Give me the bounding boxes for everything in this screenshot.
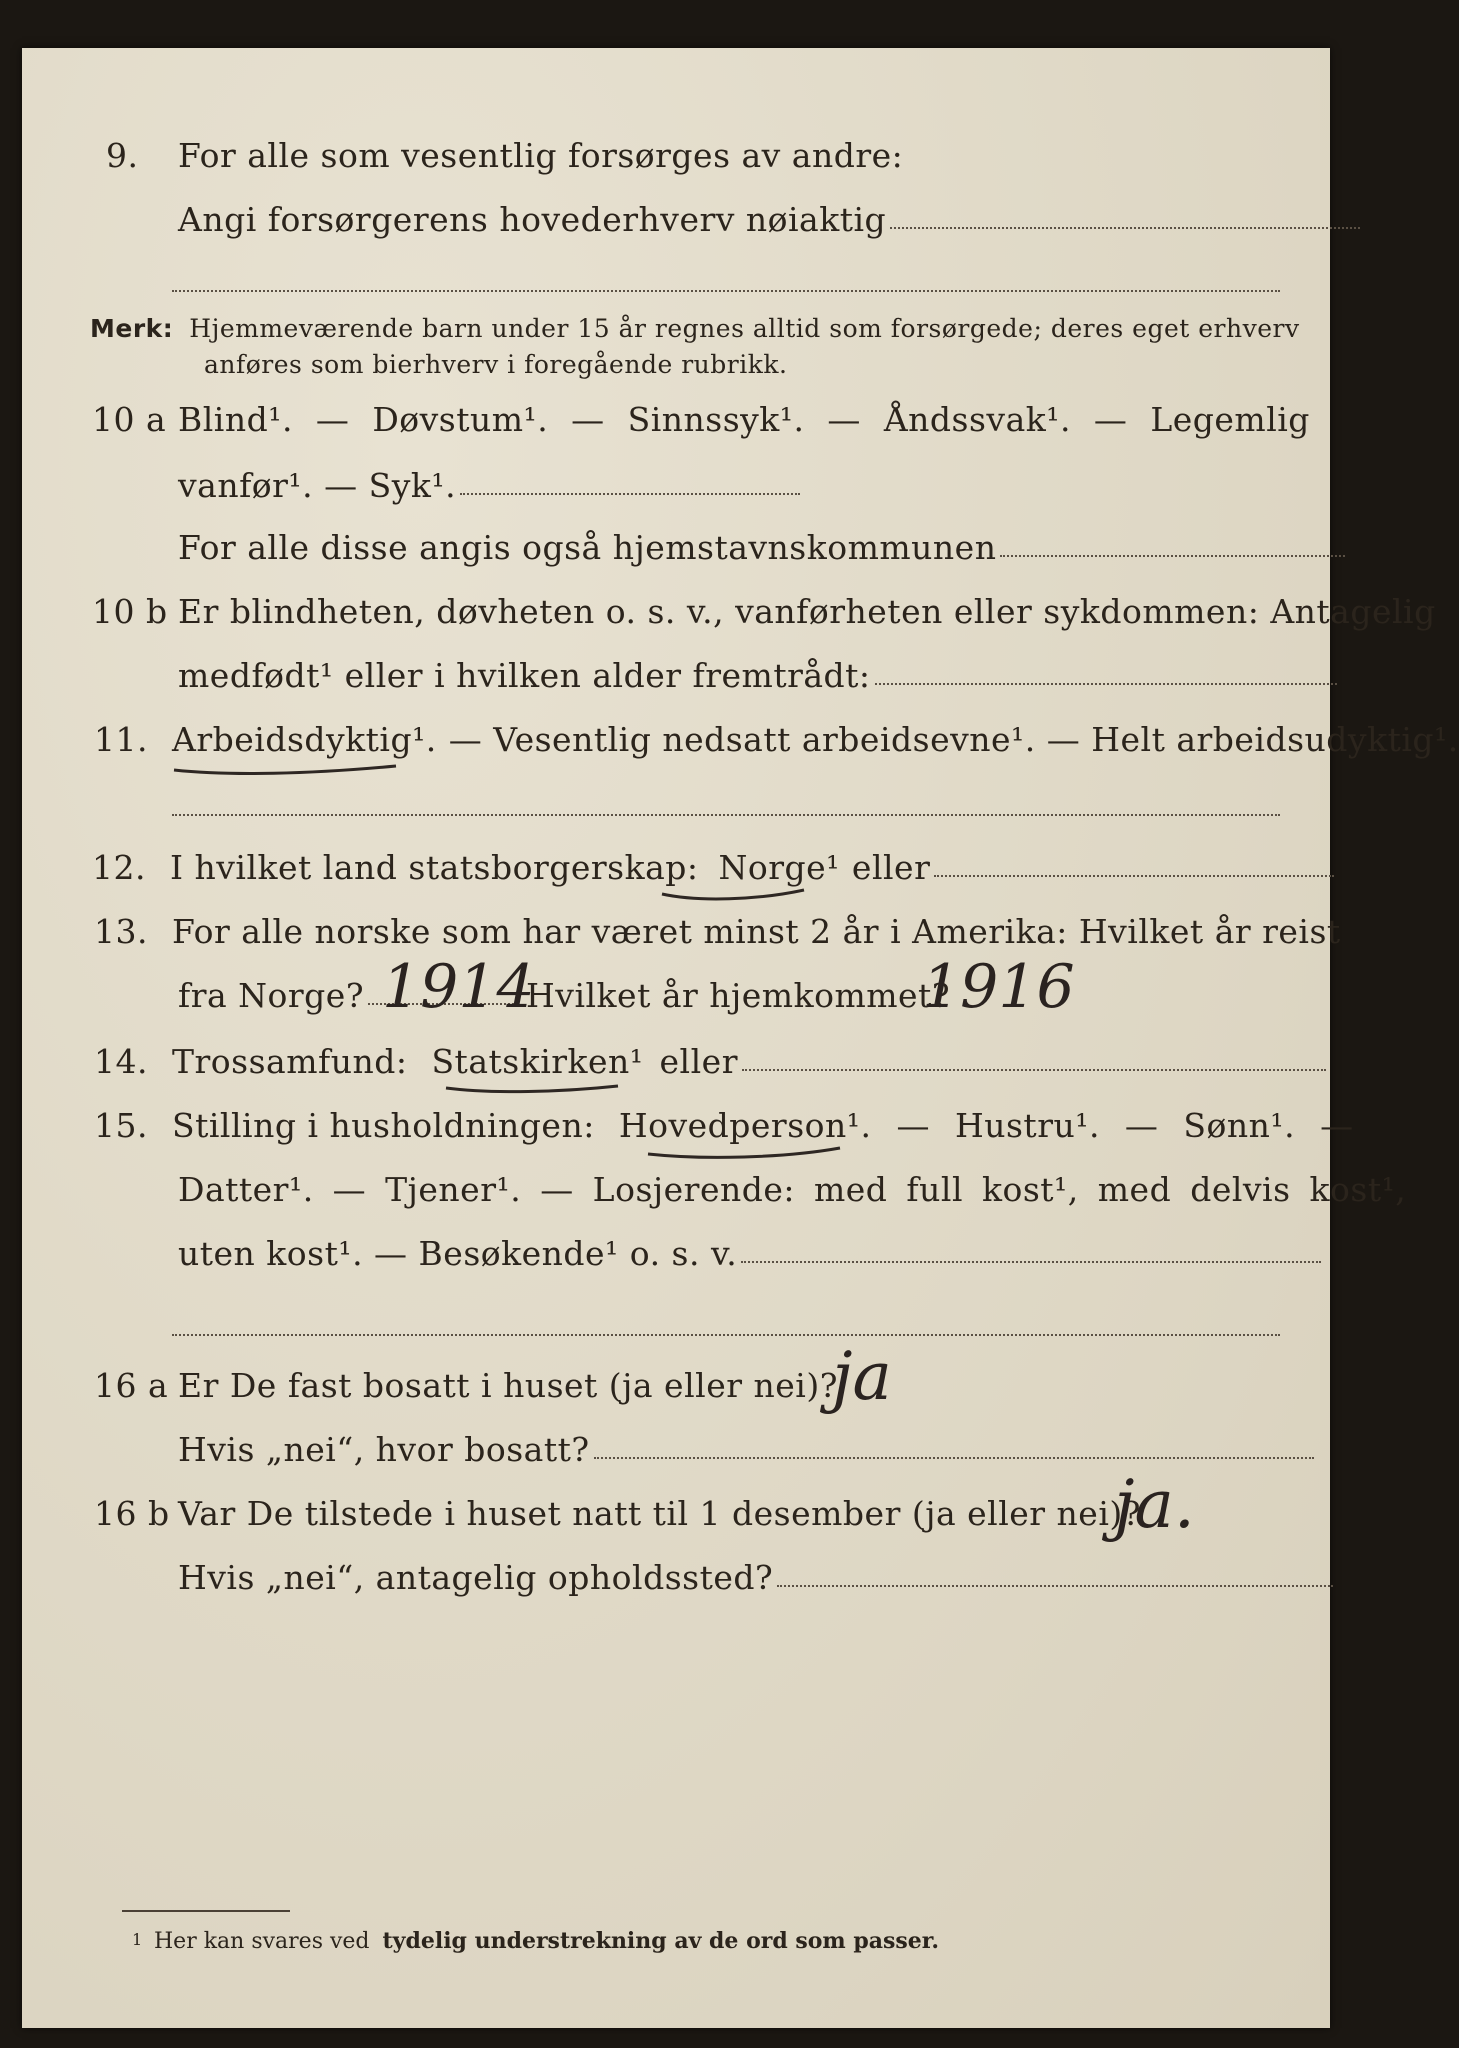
question-text: eller (659, 1042, 738, 1081)
question-number: 10 b (92, 592, 168, 631)
note-label: Merk: (90, 314, 174, 343)
footnote-text: Her kan svares ved (154, 1929, 370, 1954)
question-text: — Vesentlig nedsatt arbeidsevne¹. — Helt arbeidsudyktig¹. (448, 720, 1459, 759)
answer-line[interactable] (934, 875, 1334, 877)
question-text: medfødt¹ eller i hvilken alder fremtrådt: (178, 656, 871, 695)
question-text: Var De tilstede i huset natt til 1 desember (ja eller nei)? (178, 1494, 1141, 1533)
question-text: Stilling i husholdningen: (172, 1106, 595, 1145)
question-number: 16 b (94, 1494, 170, 1533)
footnote-emphasis: tydelig understrekning av de ord som passer. (382, 1928, 940, 1954)
note-text: anføres som bierhverv i foregående rubrikk. (204, 350, 788, 379)
question-text: fra Norge? (178, 976, 365, 1015)
option-norge[interactable]: Norge¹ (718, 848, 840, 887)
question-text: Er De fast bosatt i huset (ja eller nei)? (178, 1366, 838, 1405)
option-legemlig: Legemlig (1150, 400, 1310, 439)
question-number: 16 a (94, 1366, 169, 1405)
answer-line[interactable] (890, 227, 1360, 229)
question-text: vanfør¹. — Syk¹. (178, 466, 457, 505)
question-text: Datter¹. — Tjener¹. — Losjerende: med full kost¹, med delvis kost¹, (178, 1170, 1407, 1209)
footnote (132, 1928, 940, 1954)
handwritten-answer-tilstede: ja. (1114, 1466, 1195, 1543)
option-arbeidsdyktig[interactable]: Arbeidsdyktig¹. (172, 720, 437, 759)
handwritten-underline (442, 1078, 622, 1098)
question-number: 13. (94, 912, 148, 951)
question-number: 10 a (92, 400, 167, 439)
question-text: Hvis „nei“, hvor bosatt? (178, 1430, 590, 1469)
dash: — (827, 400, 861, 439)
question-text: For alle som vesentlig forsørges av andre: (178, 136, 904, 175)
question-text: For alle norske som har været minst 2 år i Amerika: Hvilket år reist (172, 912, 1341, 951)
answer-line[interactable] (742, 1069, 1326, 1071)
question-number: 9. (106, 136, 139, 175)
answer-line[interactable] (172, 814, 1280, 816)
handwritten-underline (644, 1142, 844, 1164)
question-number: 11. (94, 720, 148, 759)
answer-line[interactable] (1000, 555, 1345, 557)
handwritten-underline (170, 758, 400, 778)
question-text: eller (851, 848, 931, 887)
question-text: Trossamfund: (172, 1042, 408, 1081)
question-text: I hvilket land statsborgerskap: (170, 848, 699, 887)
form-page (22, 48, 1459, 2028)
option-andssvak: Åndssvak¹. (883, 400, 1071, 439)
question-text: Hvis „nei“, antagelig opholdssted? (178, 1558, 774, 1597)
answer-line[interactable] (172, 290, 1280, 292)
answer-line[interactable] (460, 493, 800, 495)
handwritten-underline (658, 882, 808, 904)
question-number: 14. (94, 1042, 148, 1081)
handwritten-answer-bosatt: ja (832, 1338, 892, 1415)
handwritten-answer-reist: 1914 (382, 952, 535, 1022)
answer-line[interactable] (777, 1585, 1333, 1587)
question-number: 15. (94, 1106, 148, 1145)
option-blind: Blind¹. (178, 400, 293, 439)
answer-line[interactable] (594, 1457, 1314, 1459)
question-text: Er blindheten, døvheten o. s. v., vanførheten eller sykdommen: Antagelig (178, 592, 1436, 631)
option-statskirken[interactable]: Statskirken¹ (431, 1042, 644, 1081)
footnote-rule (122, 1910, 290, 1912)
answer-line[interactable] (172, 1334, 1280, 1336)
option-dovstum: Døvstum¹. (372, 400, 549, 439)
dash: — (571, 400, 605, 439)
note-text: Hjemmeværende barn under 15 år regnes alltid som forsørgede; deres eget erhverv (189, 314, 1300, 343)
handwritten-answer-hjemkommet: 1916 (922, 952, 1075, 1022)
question-text: Angi forsørgerens hovederhverv nøiaktig (178, 200, 887, 239)
dash: — (1093, 400, 1128, 439)
question-number: 12. (92, 848, 146, 887)
answer-line[interactable] (875, 683, 1337, 685)
question-text: uten kost¹. — Besøkende¹ o. s. v. (178, 1234, 738, 1273)
option-hovedperson[interactable]: Hovedperson¹ (618, 1106, 861, 1145)
answer-line[interactable] (741, 1261, 1321, 1263)
question-text: For alle disse angis også hjemstavnskommunen (178, 528, 997, 567)
question-text: . — Hustru¹. — Sønn¹. — (860, 1106, 1354, 1145)
option-sinnssyk: Sinnssyk¹. (627, 400, 805, 439)
footnote-mark: 1 (132, 1930, 143, 1949)
question-text: Hvilket år hjemkommet? (526, 976, 951, 1015)
dash: — (315, 400, 350, 439)
